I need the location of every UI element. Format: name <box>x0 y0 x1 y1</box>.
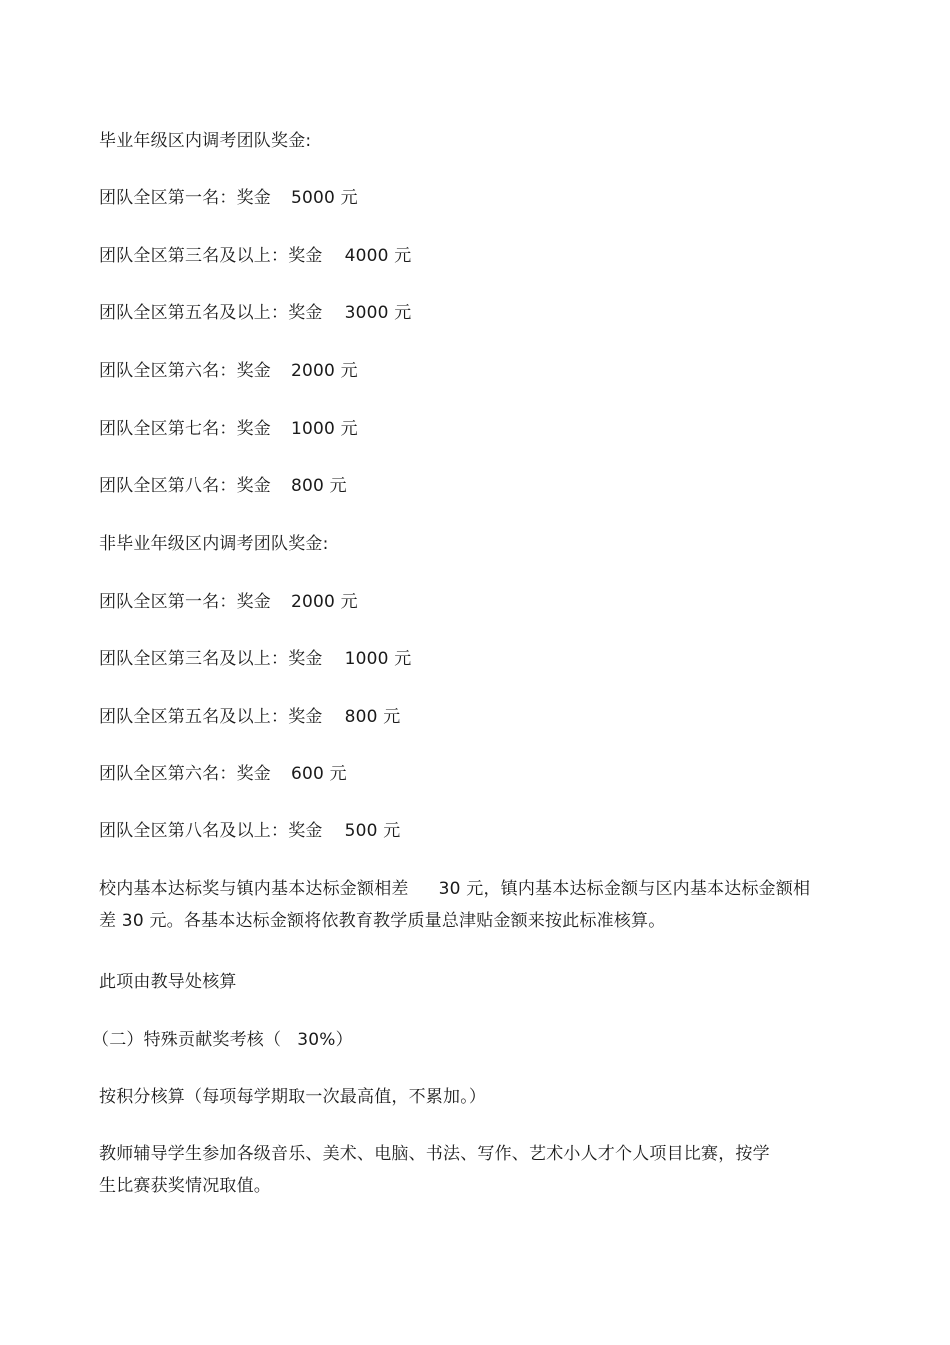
grad-item-amount: 1000 元 <box>291 419 358 439</box>
points-note: 按积分核算（每项每学期取一次最高值，不累加。） <box>99 1087 487 1107</box>
nongrad-item-label: 团队全区第五名及以上：奖金 <box>99 707 323 727</box>
grad-item-label: 团队全区第三名及以上：奖金 <box>99 246 323 266</box>
nongrad-item <box>99 706 400 728</box>
nongrad-heading: 非毕业年级区内调考团队奖金: <box>99 534 329 554</box>
grad-item-label: 团队全区第六名：奖金 <box>99 361 271 381</box>
grad-item-amount: 2000 元 <box>291 361 358 381</box>
grad-item <box>99 360 358 382</box>
paragraph-line: 教师辅导学生参加各级音乐、美术、电脑、书法、写作、艺术小人才个人项目比赛，按学 <box>99 1144 770 1164</box>
nongrad-item <box>99 820 400 842</box>
grad-item-amount: 800 元 <box>291 476 347 496</box>
nongrad-item-label: 团队全区第六名：奖金 <box>99 764 271 784</box>
nongrad-item-label: 团队全区第一名：奖金 <box>99 592 271 612</box>
paragraph-text: 校内基本达标奖与镇内基本达标金额相差 <box>99 879 409 899</box>
paragraph-line: 差 30 元。各基本达标金额将依教育教学质量总津贴金额来按此标准核算。 <box>99 911 666 931</box>
grad-item <box>99 245 411 267</box>
nongrad-item-amount: 500 元 <box>344 821 401 841</box>
paragraph-line <box>99 873 810 905</box>
nongrad-item <box>99 648 411 670</box>
nongrad-item-label: 团队全区第三名及以上：奖金 <box>99 649 323 669</box>
nongrad-item <box>99 591 358 613</box>
nongrad-item <box>99 763 347 785</box>
nongrad-item-amount: 600 元 <box>291 764 347 784</box>
grad-item <box>99 302 411 324</box>
grad-item <box>99 418 358 440</box>
grad-item <box>99 475 347 497</box>
nongrad-item-amount: 1000 元 <box>344 649 412 669</box>
paragraph-line: 生比赛获奖情况取值。 <box>99 1176 271 1196</box>
standard-difference-paragraph <box>99 873 810 937</box>
paragraph-text: 30 元，镇内基本达标金额与区内基本达标金额相 <box>438 879 811 899</box>
grad-item-label: 团队全区第一名：奖金 <box>99 188 271 208</box>
section-heading-text: （二）特殊贡献奖考核（ <box>92 1030 282 1050</box>
grad-item-label: 团队全区第七名：奖金 <box>99 419 271 439</box>
grad-item-label: 团队全区第五名及以上：奖金 <box>99 303 323 323</box>
verify-note: 此项由教导处核算 <box>99 972 237 992</box>
grad-item-amount: 3000 元 <box>344 303 412 323</box>
nongrad-item-label: 团队全区第八名及以上：奖金 <box>99 821 323 841</box>
grad-item-label: 团队全区第八名：奖金 <box>99 476 271 496</box>
nongrad-item-amount: 2000 元 <box>291 592 358 612</box>
grad-item-amount: 5000 元 <box>291 188 358 208</box>
section-heading-percent: 30%） <box>297 1030 353 1050</box>
section-heading <box>92 1029 353 1051</box>
teacher-paragraph <box>99 1138 770 1202</box>
grad-heading: 毕业年级区内调考团队奖金: <box>99 131 312 151</box>
nongrad-item-amount: 800 元 <box>344 707 401 727</box>
grad-item <box>99 187 358 209</box>
grad-item-amount: 4000 元 <box>344 246 412 266</box>
